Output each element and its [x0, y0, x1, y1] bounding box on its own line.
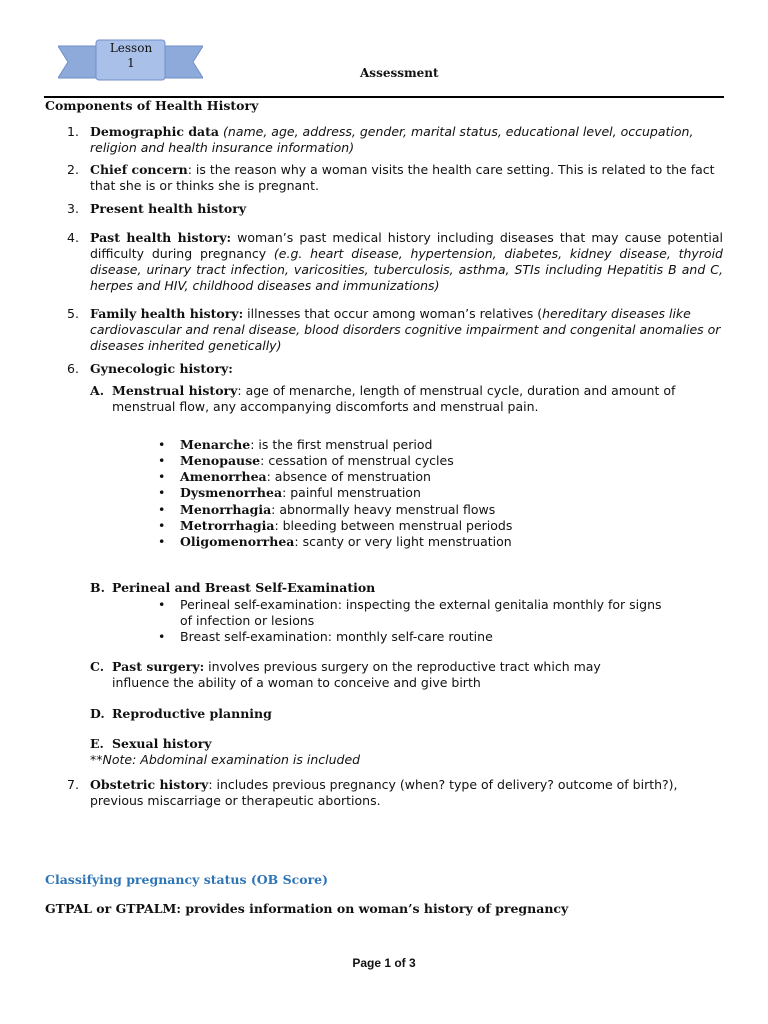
list-item: Present health history: [90, 201, 247, 216]
list-item: Family health history: illnesses that occur among woman’s relatives (hereditary diseases like cardiovascular and renal disease, blood disorders cognitive impairment and congenital anomalies or diseases inherited genetically): [90, 306, 721, 353]
reproductive-planning: Reproductive planning: [112, 706, 272, 721]
bullet: •: [158, 518, 166, 533]
menstrual-history: Menstrual history: age of menarche, length of menstrual cycle, duration and amount of menstrual flow, any accompanying discomforts and menstrual pain.: [112, 383, 676, 414]
bullet: •: [158, 485, 166, 500]
self-exam-heading: Perineal and Breast Self-Examination: [112, 580, 376, 595]
bullet: •: [158, 629, 166, 644]
list-item: Perineal self-examination: inspecting the external genitalia monthly for signs of infection or lesions: [180, 597, 662, 628]
sexual-history: Sexual history: [112, 736, 212, 751]
list-item: Menarche: is the first menstrual period: [180, 437, 433, 452]
sub-letter: C.: [90, 659, 105, 674]
sub-letter: D.: [90, 706, 105, 721]
list-item: Amenorrhea: absence of menstruation: [180, 469, 431, 484]
past-surgery: Past surgery: involves previous surgery on the reproductive tract which may influence the ability of a woman to conceive and give birth: [112, 659, 601, 690]
list-item: Menopause: cessation of menstrual cycles: [180, 453, 454, 468]
bullet: •: [158, 437, 166, 452]
list-item: Obstetric history: includes previous pregnancy (when? type of delivery? outcome of birth?), previous miscarriage or therapeutic abortions.: [90, 777, 678, 808]
list-item: Breast self-examination: monthly self-care routine: [180, 629, 493, 644]
item-number: 7.: [67, 777, 79, 792]
list-item: Chief concern: is the reason why a woman visits the health care setting. This is related to the fact that she is or thinks she is pregnant.: [90, 162, 715, 193]
bullet: •: [158, 453, 166, 468]
item-number: 3.: [67, 201, 79, 216]
list-item: Past health history: woman’s past medical history including diseases that may cause potential difficulty during pregnancy (e.g. heart disease, hypertension, diabetes, kidney disease, thyroid disease, urinary tract infection, varicosities, tuberculosis, asthma, STIs including Hepatitis B and C, herpes and HIV, childhood diseases and immunizations): [90, 230, 723, 293]
bullet: •: [158, 502, 166, 517]
abdominal-note: **Note: Abdominal examination is included: [90, 752, 361, 767]
list-item: Metrorrhagia: bleeding between menstrual periods: [180, 518, 513, 533]
item-number: 4.: [67, 230, 79, 245]
page-number: Page 1 of 3: [352, 956, 416, 970]
lesson-label: Lesson 1: [109, 41, 153, 70]
item-number: 6.: [67, 361, 79, 376]
ob-score-heading: Classifying pregnancy status (OB Score): [45, 872, 329, 887]
list-item: Gynecologic history:: [90, 361, 233, 376]
sub-letter: E.: [90, 736, 104, 751]
section-heading: Components of Health History: [45, 98, 259, 113]
bullet: •: [158, 534, 166, 549]
item-number: 1.: [67, 124, 79, 139]
sub-letter: B.: [90, 580, 105, 595]
list-item: Dysmenorrhea: painful menstruation: [180, 485, 421, 500]
page-title: Assessment: [360, 66, 439, 80]
item-number: 5.: [67, 306, 79, 321]
gtpal-line: GTPAL or GTPALM: provides information on woman’s history of pregnancy: [45, 901, 569, 916]
list-item: Demographic data (name, age, address, gender, marital status, educational level, occupation, religion and health insurance information): [90, 124, 694, 155]
bullet: •: [158, 597, 166, 612]
list-item: Oligomenorrhea: scanty or very light menstruation: [180, 534, 512, 549]
list-item: Menorrhagia: abnormally heavy menstrual flows: [180, 502, 496, 517]
item-number: 2.: [67, 162, 79, 177]
bullet: •: [158, 469, 166, 484]
sub-letter: A.: [90, 383, 105, 398]
